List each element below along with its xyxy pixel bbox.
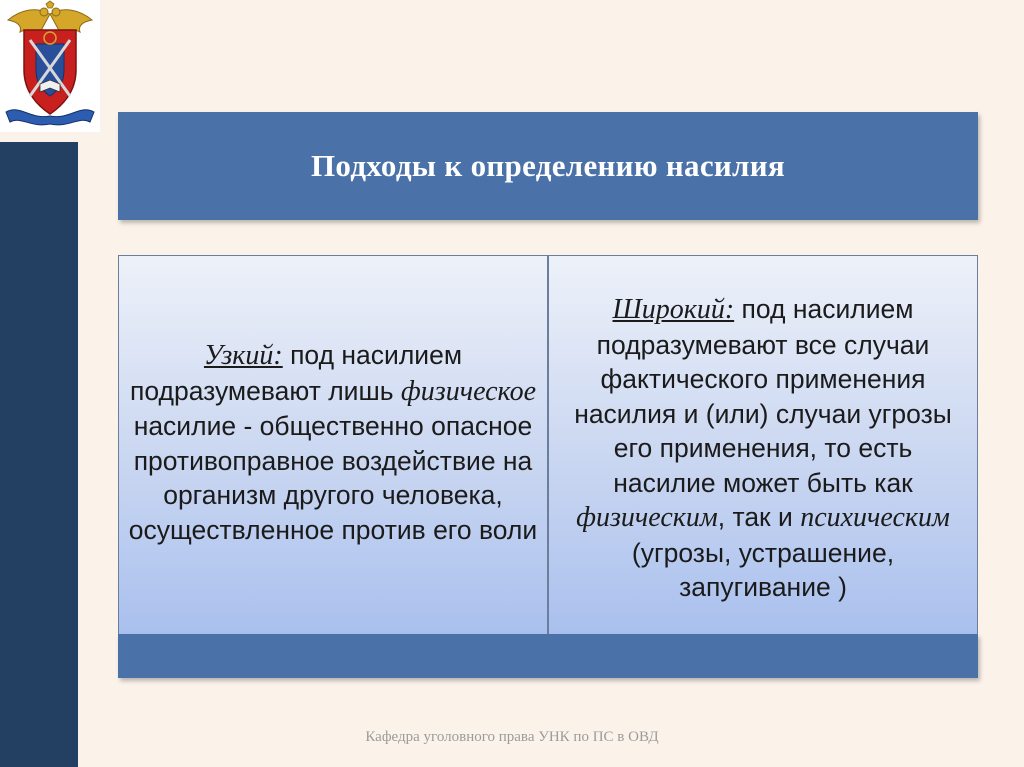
broad-text-2: , так и [717, 502, 801, 533]
left-sidebar-bar [0, 142, 78, 767]
narrow-approach-cell [118, 255, 548, 636]
narrow-emphasis-1: физическое [400, 375, 537, 407]
narrow-text-2: насилие - общественно опасное противоправное воздействие на организм другого человека, осуществленное против его воли [128, 411, 538, 545]
broad-emphasis-1: физическим [576, 502, 718, 534]
broad-term: Широкий: [612, 294, 735, 326]
narrow-term: Узкий: [203, 340, 283, 371]
broad-text-1: под насилием подразумевают все случаи фактического применения насилия и (или) случаи угрозы его применения, то есть насилие может быть как [574, 294, 952, 498]
police-emblem-icon [0, 0, 100, 132]
broad-approach-text [549, 292, 977, 605]
page-title: Подходы к определению насилия [311, 148, 785, 183]
narrow-text-1: под насилием подразумевают лишь [129, 340, 463, 406]
broad-approach-cell [548, 255, 978, 636]
narrow-approach-text [119, 338, 547, 547]
broad-text-3: (угрозы, устрашение, запугивание ) [631, 537, 895, 603]
bottom-banner [118, 634, 978, 678]
broad-emphasis-2: психическим [800, 502, 950, 534]
footer-caption: Кафедра уголовного права УНК по ПС в ОВД [365, 729, 659, 745]
logo [0, 0, 100, 132]
title-banner [118, 112, 978, 220]
